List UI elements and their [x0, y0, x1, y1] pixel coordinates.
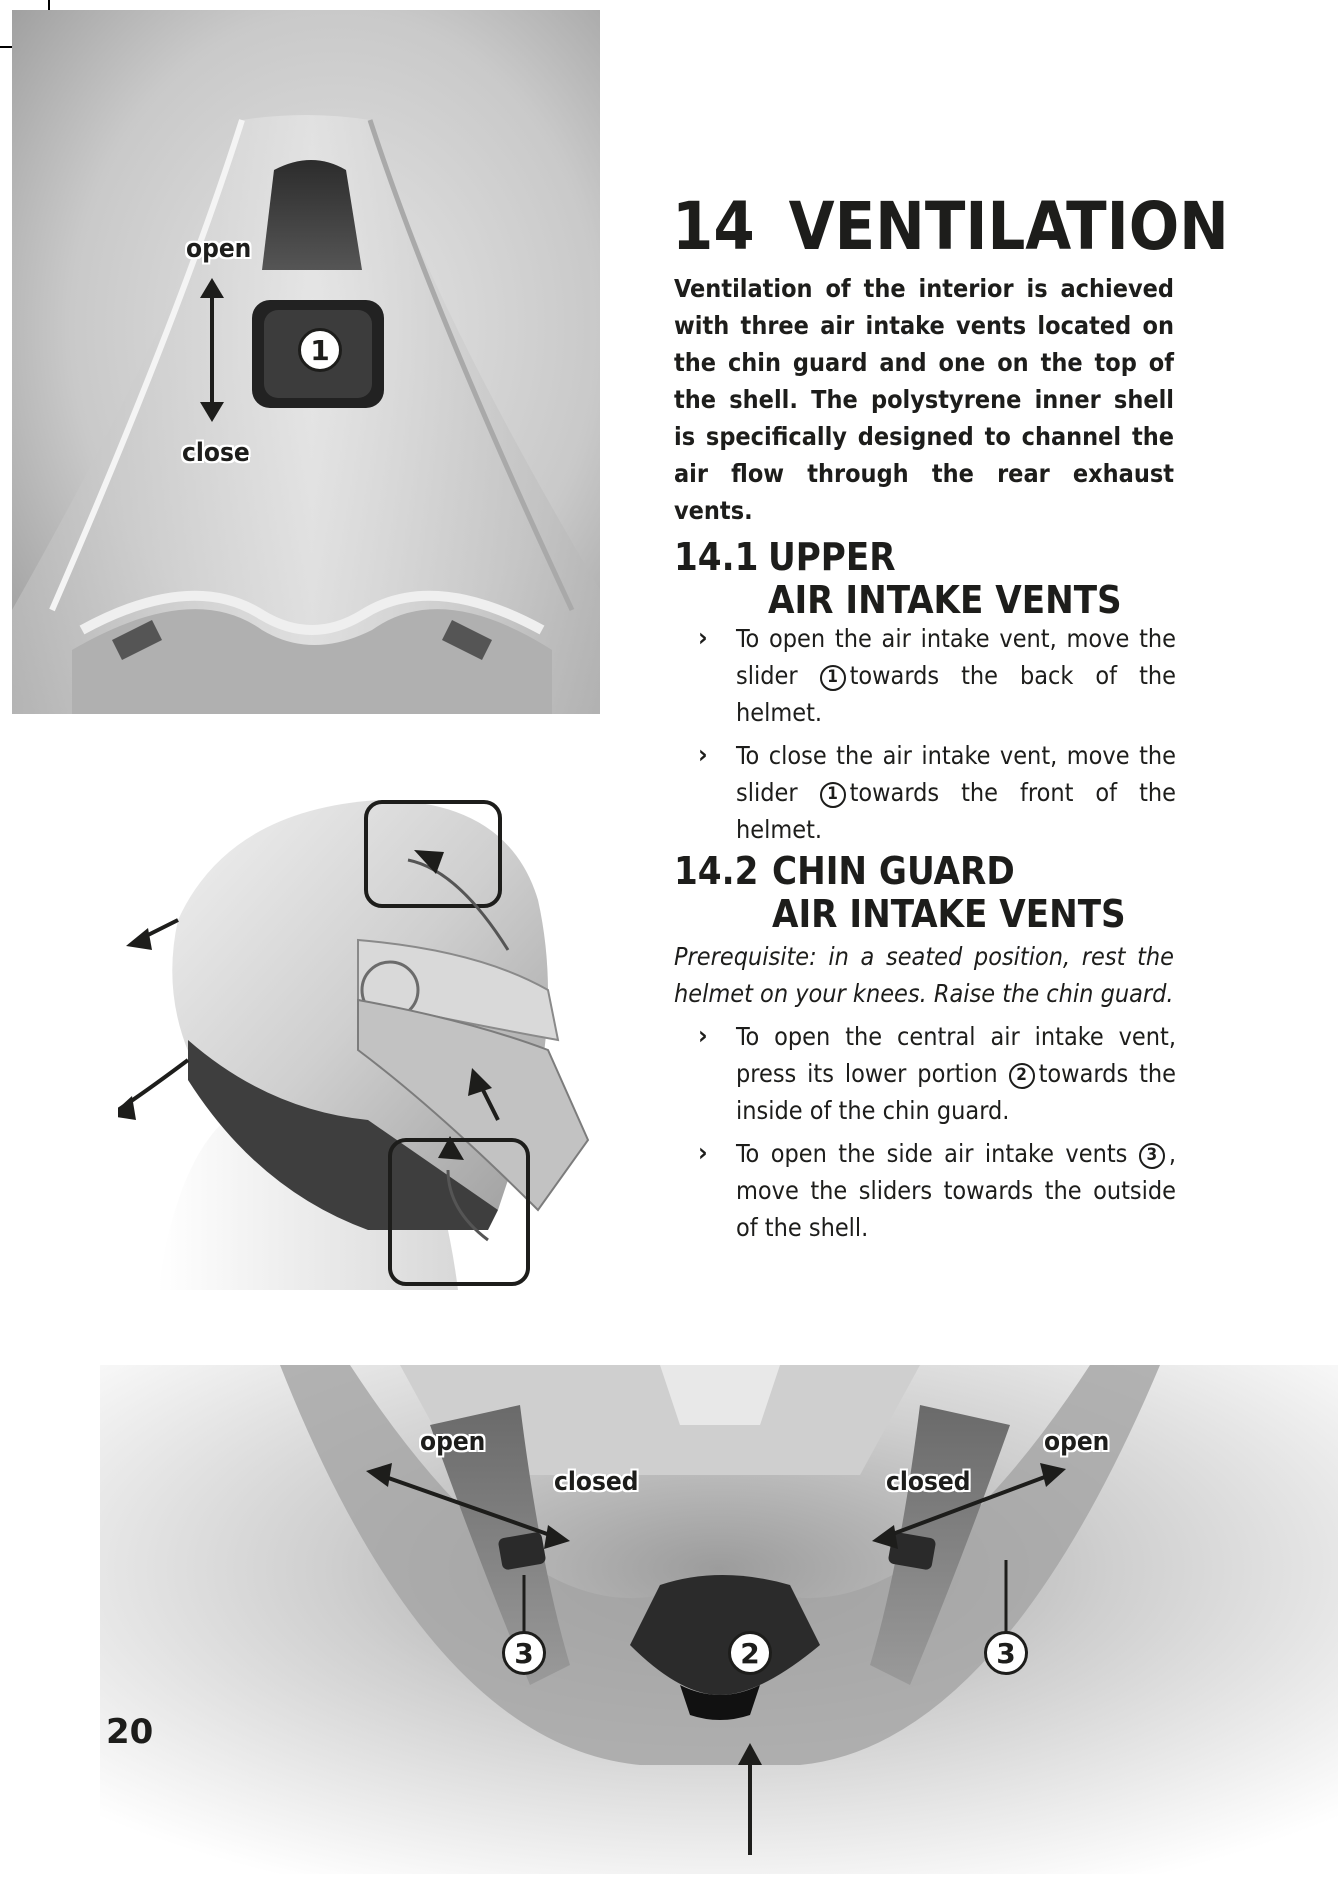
chin-guard-illustration — [100, 1365, 1338, 1874]
section-title — [672, 188, 1229, 265]
callout-1: 1 — [298, 328, 342, 372]
list-item: › To open the air intake vent, move the slider 1 towards the back of the helmet. — [736, 620, 1176, 731]
subsection-title-line1: UPPER — [768, 535, 896, 579]
subsection-title-line2: AIR INTAKE VENTS — [768, 578, 1122, 622]
upper-vent-instructions — [698, 620, 1176, 854]
reference-number: 1 — [820, 665, 846, 691]
chevron-right-icon: › — [698, 623, 708, 653]
section-number: 14 — [672, 188, 755, 265]
chevron-right-icon: › — [698, 1138, 708, 1168]
open-label: open — [186, 234, 252, 264]
subsection-14-1-heading — [674, 536, 1122, 622]
helmet-side-photo — [118, 790, 638, 1290]
close-label: close — [182, 438, 250, 468]
reference-number: 2 — [1009, 1063, 1035, 1089]
page-number: 20 — [106, 1712, 154, 1752]
list-item: › To close the air intake vent, move the slider 1 towards the front of the helmet. — [736, 737, 1176, 848]
section-title-text: VENTILATION — [788, 188, 1229, 265]
subsection-title-line2: AIR INTAKE VENTS — [772, 892, 1126, 936]
open-left-label: open — [420, 1427, 486, 1457]
subsection-number: 14.2 — [674, 849, 759, 893]
chin-guard-vent-instructions — [698, 1018, 1176, 1252]
closed-right-label: closed — [886, 1467, 971, 1497]
chin-guard-photo — [100, 1365, 1338, 1874]
callout-3-left: 3 — [502, 1631, 546, 1675]
upper-vent-photo — [12, 10, 600, 714]
helmet-airflow-illustration — [118, 790, 638, 1290]
subsection-title-line1: CHIN GUARD — [772, 849, 1015, 893]
subsection-14-2-heading — [674, 850, 1126, 936]
callout-3-right: 3 — [984, 1631, 1028, 1675]
chevron-right-icon: › — [698, 1021, 708, 1051]
callout-2: 2 — [728, 1631, 772, 1675]
prerequisite-note: Prerequisite: in a seated position, rest the helmet on your knees. Raise the chin guard. — [674, 942, 1174, 1008]
open-right-label: open — [1044, 1427, 1110, 1457]
reference-number: 1 — [820, 782, 846, 808]
chevron-right-icon: › — [698, 740, 708, 770]
subsection-number: 14.1 — [674, 535, 759, 579]
closed-left-label: closed — [554, 1467, 639, 1497]
reference-number: 3 — [1139, 1143, 1165, 1169]
intro-paragraph: Ventilation of the interior is achieved with three air intake vents located on the chin guard and one on the top of the shell. The polystyrene inner shell is specifically designed to channel the air flow through the rear exhaust vents. — [674, 274, 1174, 525]
list-item: › To open the central air intake vent, press its lower portion 2 towards the inside of the chin guard. — [736, 1018, 1176, 1129]
list-item: › To open the side air intake vents 3 , move the sliders towards the outside of the shell. — [736, 1135, 1176, 1246]
